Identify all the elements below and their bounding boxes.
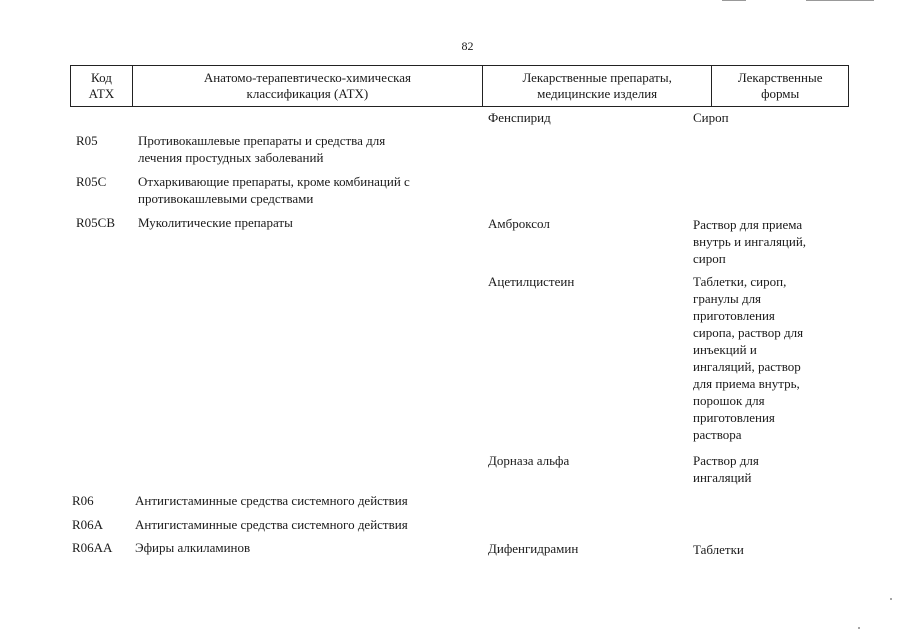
dosage-form-line: Таблетки <box>693 542 744 557</box>
dosage-form-line: Раствор для приема <box>693 217 803 232</box>
dosage-form-line: инъекций и <box>693 342 757 357</box>
atc-classification-name <box>138 132 385 166</box>
header-classification-line1: Анатомо-терапевтическо-химическая <box>203 70 411 85</box>
header-drugs-line2: медицинские изделия <box>537 86 658 101</box>
atc-classification-name <box>138 214 293 231</box>
dosage-form <box>693 273 803 443</box>
header-code-cell <box>71 66 133 106</box>
page-number: 82 <box>461 39 474 53</box>
dosage-form-line: для приема внутрь, <box>693 376 800 391</box>
dosage-form-line: Раствор для <box>693 453 759 468</box>
header-forms-cell <box>712 66 848 106</box>
classification-line: Отхаркивающие препараты, кроме комбинаций с <box>138 174 410 189</box>
drug-name: Ацетилцистеин <box>488 274 575 289</box>
atc-code: R05 <box>76 133 98 148</box>
dosage-form-line: порошок для <box>693 393 765 408</box>
dosage-form <box>693 541 744 558</box>
classification-line: Муколитические препараты <box>138 215 293 230</box>
header-classification-line2: классификация (АТХ) <box>246 86 369 101</box>
dosage-form-line: гранулы для <box>693 291 762 306</box>
dosage-form-line: Сироп <box>693 110 729 125</box>
classification-line: лечения простудных заболеваний <box>138 150 324 165</box>
dosage-form-line: Таблетки, сироп, <box>693 274 787 289</box>
atc-code: R06A <box>72 517 104 532</box>
scan-artifact-line <box>722 0 746 1</box>
scan-artifact-line <box>806 0 874 1</box>
dosage-form-line: приготовления <box>693 308 775 323</box>
drug-name: Амброксол <box>488 216 550 231</box>
header-classification-cell <box>133 66 483 106</box>
drug-name: Дорназа альфа <box>488 453 570 468</box>
atc-classification-name <box>135 516 408 533</box>
dosage-form-line: ингаляций <box>693 470 752 485</box>
dosage-form <box>693 216 806 267</box>
header-code-line2: АТХ <box>88 86 115 101</box>
classification-line: Эфиры алкиламинов <box>135 540 251 555</box>
atc-code: R06 <box>72 493 94 508</box>
drug-name: Фенспирид <box>488 110 551 125</box>
dosage-form-line: сироп <box>693 251 726 266</box>
dosage-form <box>693 452 759 486</box>
header-forms-line2: формы <box>761 86 800 101</box>
header-forms-line1: Лекарственные <box>737 70 823 85</box>
dosage-form-line: ингаляций, раствор <box>693 359 801 374</box>
atc-classification-name <box>135 539 250 556</box>
dosage-form <box>693 109 729 126</box>
atc-code: R05CB <box>76 215 116 230</box>
atc-classification-name <box>135 492 408 509</box>
classification-line: Противокашлевые препараты и средства для <box>138 133 386 148</box>
drug-name: Дифенгидрамин <box>488 541 579 556</box>
dosage-form-line: раствора <box>693 427 742 442</box>
atc-classification-name <box>138 173 410 207</box>
classification-line: Антигистаминные средства системного действия <box>135 493 408 508</box>
scan-artifact-speck <box>858 627 860 629</box>
atc-code: R05C <box>76 174 107 189</box>
classification-line: противокашлевыми средствами <box>138 191 314 206</box>
dosage-form-line: приготовления <box>693 410 775 425</box>
header-code-line1: Код <box>91 70 112 85</box>
header-drugs-line1: Лекарственные препараты, <box>522 70 672 85</box>
atc-code: R06AA <box>72 540 113 555</box>
dosage-form-line: внутрь и ингаляций, <box>693 234 807 249</box>
dosage-form-line: сиропа, раствор для <box>693 325 804 340</box>
header-drugs-cell <box>483 66 712 106</box>
classification-line: Антигистаминные средства системного действия <box>135 517 408 532</box>
table-header <box>70 65 849 107</box>
scan-artifact-speck <box>890 598 892 600</box>
